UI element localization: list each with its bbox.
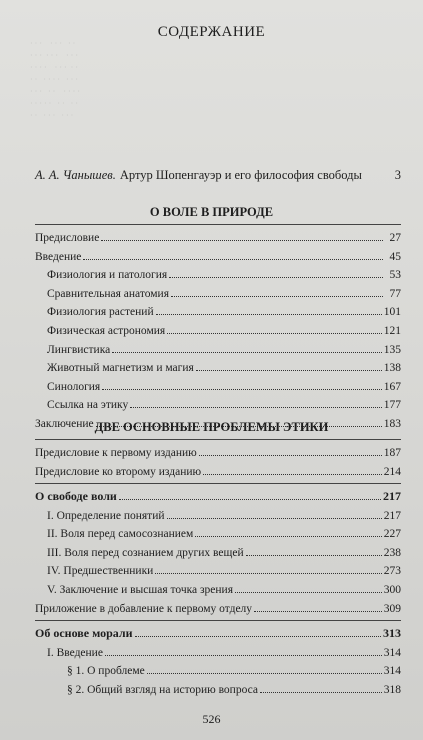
- toc-entry: Предисловие к первому изданию 187: [35, 443, 401, 462]
- toc-entry: Сравнительная анатомия 77: [35, 284, 401, 303]
- toc-entry: Физиология и патология 53: [35, 265, 401, 284]
- toc-entry: Предисловие 27: [35, 228, 401, 247]
- toc-entry: Введение 45: [35, 247, 401, 266]
- section2-divider-2: [35, 620, 401, 621]
- toc-entry: V. Заключение и высшая точка зрения 300: [35, 580, 401, 599]
- toc-entry: I. Определение понятий 217: [35, 506, 401, 525]
- toc-entry: Лингвистика 135: [35, 340, 401, 359]
- toc-entry: Заключение 183: [35, 414, 401, 433]
- section1-heading: О ВОЛЕ В ПРИРОДЕ: [149, 205, 274, 219]
- section2-rule: [35, 439, 401, 440]
- section1-rule: [35, 224, 401, 225]
- toc-entry: Ссылка на этику 177: [35, 395, 401, 414]
- toc-entry: Предисловие ко второму изданию 214: [35, 462, 401, 481]
- toc-entry: Синология 167: [35, 377, 401, 396]
- toc-entry: § 1. О проблеме 314: [35, 661, 401, 680]
- section2-divider-1: [35, 483, 401, 484]
- toc-entry: Физическая астрономия 121: [35, 321, 401, 340]
- toc-entry: IV. Предшественники 273: [35, 561, 401, 580]
- intro-entry: [35, 168, 401, 183]
- section2-prefaces: [35, 443, 401, 480]
- intro-page: 3: [394, 168, 401, 182]
- toc-entry: Приложение в добавление к первому отделу 309: [35, 599, 401, 618]
- toc-entry: Животный магнетизм и магия 138: [35, 358, 401, 377]
- show-through-text: · · · · · · · · · · · · · · · · · · · · · · · · · · · · · · · · · · · · · · · · · · · · · · · · · · · · · · · · · · · · ·: [30, 39, 80, 120]
- contents-title: СОДЕРЖАНИЕ: [157, 24, 266, 40]
- toc-entry: I. Введение 314: [35, 643, 401, 662]
- toc-part-heading: О свободе воли 217: [35, 489, 401, 503]
- freedom-list: [35, 487, 401, 617]
- page-number: 526: [202, 712, 221, 726]
- section1-list: [35, 228, 401, 433]
- intro-title: Артур Шопенгауэр и его философия свободы: [119, 168, 362, 182]
- toc-entry: § 2. Общий взгляд на историю вопроса 318: [35, 680, 401, 699]
- toc-entry: III. Воля перед сознанием других вещей 238: [35, 543, 401, 562]
- section2-heading: ДВЕ ОСНОВНЫЕ ПРОБЛЕМЫ ЭТИКИ: [94, 420, 329, 434]
- toc-part-heading: Об основе морали 313: [35, 626, 401, 640]
- toc-entry: Физиология растений 101: [35, 302, 401, 321]
- toc-entry: II. Воля перед самосознанием 227: [35, 524, 401, 543]
- morality-list: [35, 624, 401, 698]
- intro-author: А. А. Чанышев.: [35, 168, 116, 182]
